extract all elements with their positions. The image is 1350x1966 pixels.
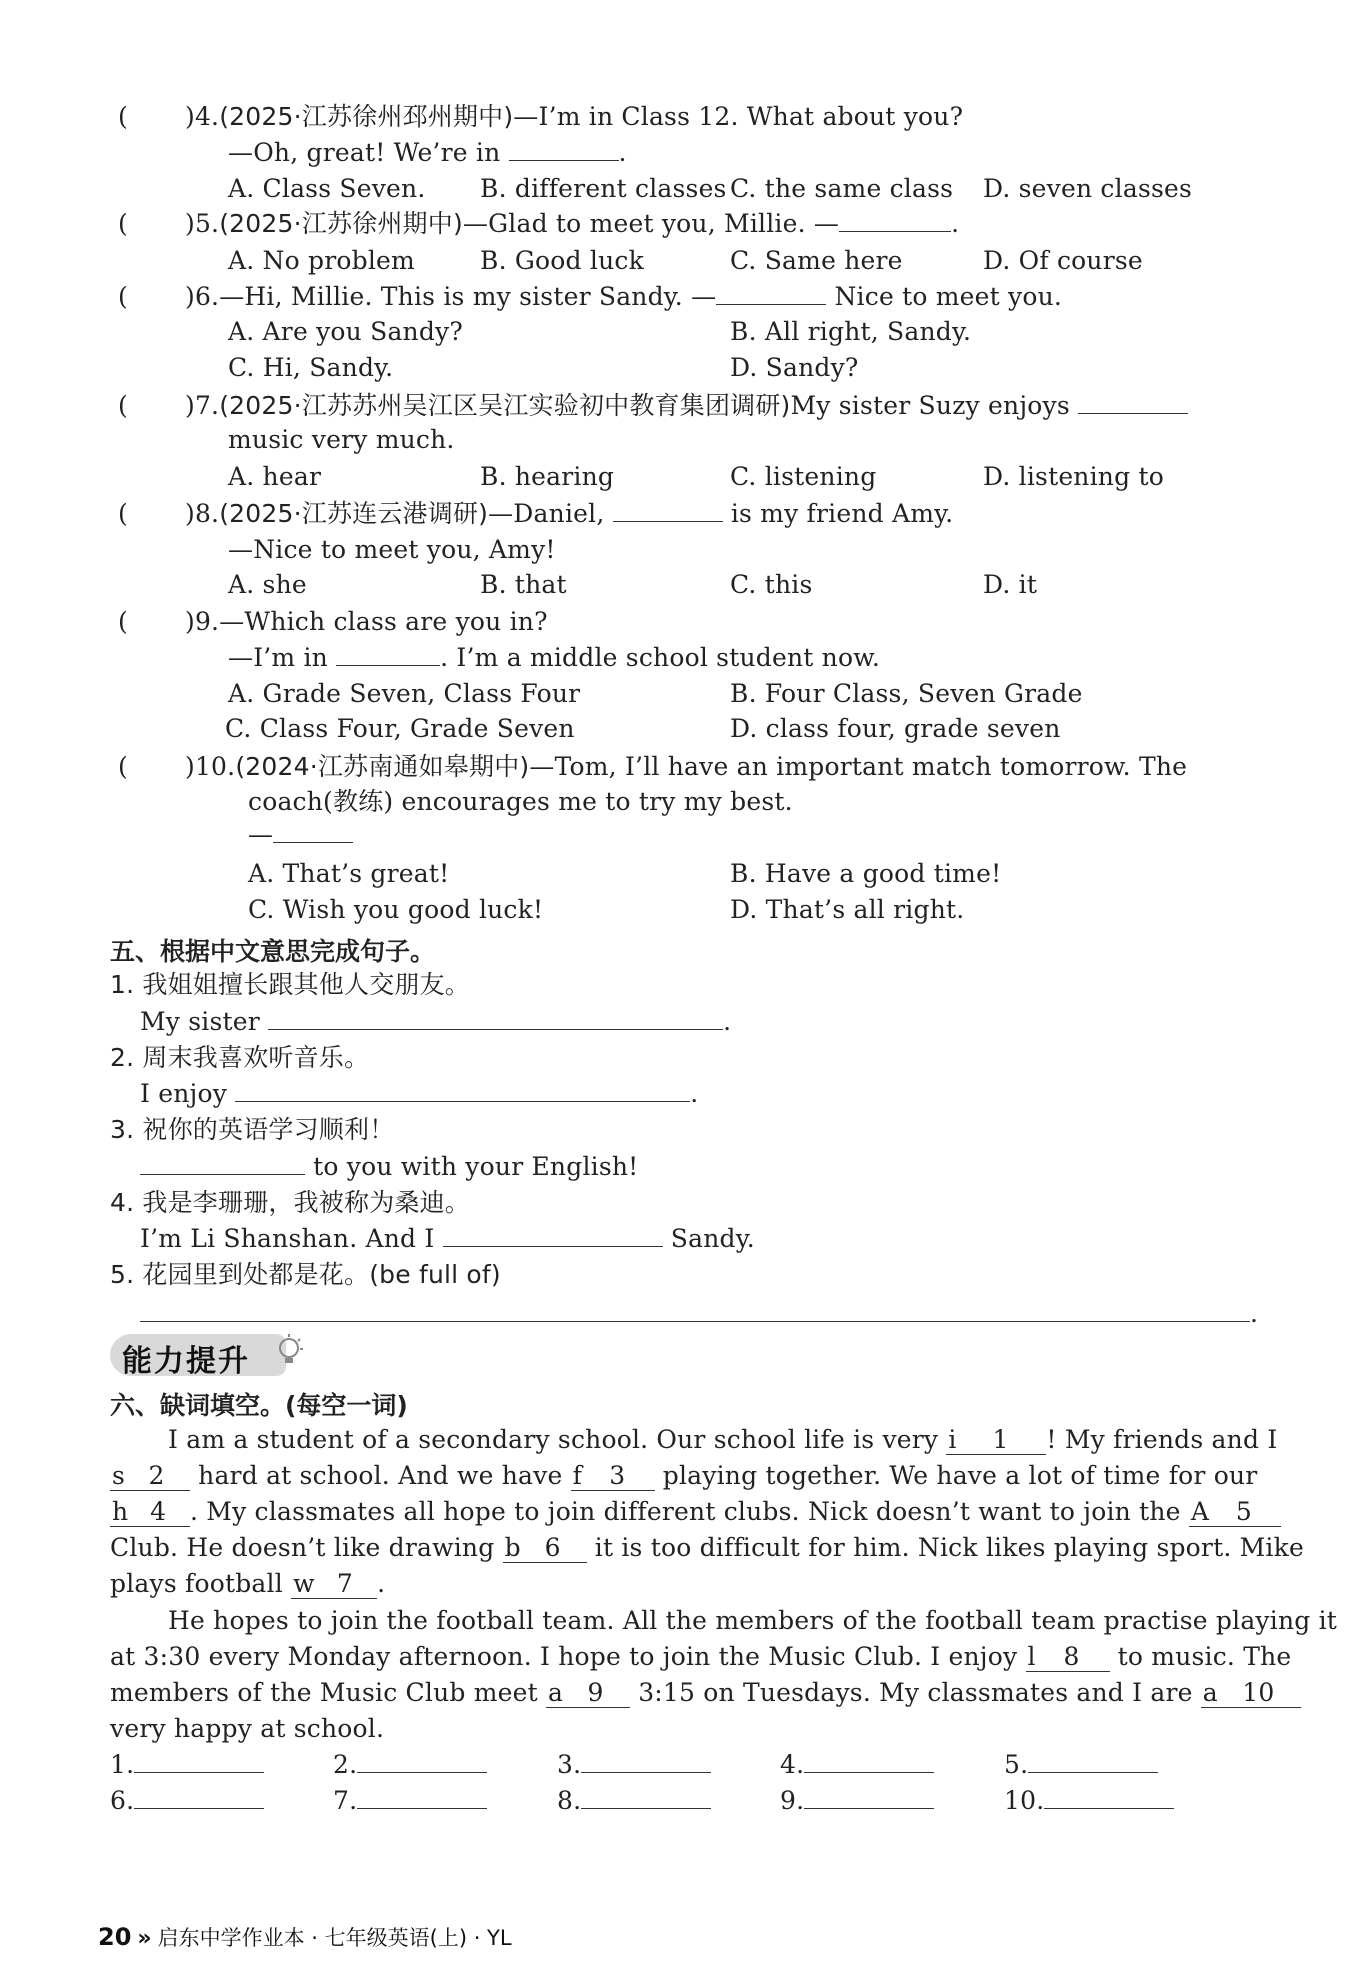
answer-slot-6: 6. bbox=[110, 1784, 264, 1818]
blank[interactable] bbox=[716, 282, 826, 305]
passage-line: plays football w 7 . bbox=[110, 1569, 386, 1598]
blank[interactable] bbox=[839, 209, 951, 232]
option-b: B. different classes bbox=[480, 174, 727, 203]
s5-item-3-cn: 3. 祝你的英语学习顺利！ bbox=[110, 1115, 395, 1144]
blank[interactable] bbox=[140, 1152, 305, 1175]
answer-paren: ( bbox=[118, 752, 128, 781]
answer-slot-4: 4. bbox=[780, 1748, 934, 1782]
option-b: B. Four Class, Seven Grade bbox=[730, 679, 1083, 708]
option-b: B. that bbox=[480, 570, 567, 599]
blank[interactable] bbox=[273, 820, 353, 843]
blank[interactable] bbox=[443, 1224, 663, 1247]
option-a: A. No problem bbox=[228, 246, 415, 275]
option-c: C. listening bbox=[730, 462, 877, 491]
option-b: B. All right, Sandy. bbox=[730, 317, 972, 346]
question-7: )7.(2025·江苏苏州吴江区吴江实验初中教育集团调研)My sister Suzy enjoys bbox=[185, 389, 1188, 423]
s5-item-1-cn: 1. 我姐姐擅长跟其他人交朋友。 bbox=[110, 970, 471, 999]
answer-paren: ( bbox=[118, 391, 128, 420]
question-5: )5.(2025·江苏徐州期中)—Glad to meet you, Millie. — . bbox=[185, 209, 960, 238]
option-b: B. Have a good time! bbox=[730, 859, 1002, 888]
passage-line: s 2 hard at school. And we have f 3 playing together. We have a lot of time for our bbox=[112, 1461, 1258, 1490]
page-number: 20 bbox=[98, 1923, 132, 1951]
option-a: A. she bbox=[228, 570, 307, 599]
question-7-line2: music very much. bbox=[228, 425, 455, 454]
passage-line: at 3:30 every Monday afternoon. I hope to join the Music Club. I enjoy l 8 to music. The bbox=[110, 1642, 1292, 1671]
s5-item-2-cn: 2. 周末我喜欢听音乐。 bbox=[110, 1043, 370, 1072]
blank[interactable] bbox=[509, 138, 619, 161]
option-c: C. this bbox=[730, 570, 813, 599]
option-d: D. it bbox=[983, 570, 1038, 599]
option-c: C. Hi, Sandy. bbox=[228, 353, 394, 382]
blank-7[interactable]: w 7 bbox=[291, 1570, 377, 1599]
blank-3[interactable]: f 3 bbox=[571, 1462, 655, 1491]
question-10: )10.(2024·江苏南通如皋期中)—Tom, I’ll have an important match tomorrow. The bbox=[185, 752, 1188, 781]
option-c: C. the same class bbox=[730, 174, 954, 203]
option-b: B. hearing bbox=[480, 462, 615, 491]
question-10-line3: — bbox=[248, 818, 353, 852]
option-a: A. That’s great! bbox=[248, 859, 450, 888]
blank-2[interactable]: s 2 bbox=[110, 1462, 190, 1491]
passage-line: I am a student of a secondary school. Our school life is very i 1 ! My friends and I bbox=[168, 1425, 1278, 1454]
answer-slot-2: 2. bbox=[333, 1748, 487, 1782]
question-8: )8.(2025·江苏连云港调研)—Daniel, is my friend Amy. bbox=[185, 499, 954, 528]
question-9: )9.—Which class are you in? bbox=[185, 607, 548, 636]
blank[interactable] bbox=[1078, 391, 1188, 414]
chevron-right-icon: » bbox=[137, 1926, 152, 1951]
question-10-line2: coach(教练) encourages me to try my best. bbox=[248, 787, 793, 816]
blank[interactable] bbox=[613, 499, 723, 522]
s5-item-4-cn: 4. 我是李珊珊，我被称为桑迪。 bbox=[110, 1188, 471, 1217]
page-footer bbox=[98, 1922, 512, 1952]
option-d: D. Of course bbox=[983, 246, 1143, 275]
option-a: A. hear bbox=[228, 462, 322, 491]
blank[interactable] bbox=[235, 1079, 690, 1102]
answer-slot-7: 7. bbox=[333, 1784, 487, 1818]
answer-slot-1: 1. bbox=[110, 1748, 264, 1782]
blank-5[interactable]: A 5 bbox=[1189, 1498, 1281, 1527]
option-d: D. Sandy? bbox=[730, 353, 859, 382]
option-a: A. Grade Seven, Class Four bbox=[228, 679, 581, 708]
blank-4[interactable]: h 4 bbox=[110, 1498, 190, 1527]
answer-paren: ( bbox=[118, 209, 128, 238]
passage-line: very happy at school. bbox=[110, 1714, 385, 1743]
answer-slot-9: 9. bbox=[780, 1784, 934, 1818]
blank-10[interactable]: a 10 bbox=[1201, 1679, 1301, 1708]
option-d: D. listening to bbox=[983, 462, 1164, 491]
s5-item-2-en: I enjoy . bbox=[140, 1079, 699, 1108]
option-a: A. Are you Sandy? bbox=[228, 317, 463, 346]
answer-paren: ( bbox=[118, 282, 128, 311]
blank-1[interactable]: i 1 bbox=[946, 1426, 1046, 1455]
answer-paren: ( bbox=[118, 607, 128, 636]
blank[interactable] bbox=[140, 1299, 1250, 1322]
passage-line: He hopes to join the football team. All the members of the football team practise playing it bbox=[168, 1606, 1338, 1635]
question-8-line2: —Nice to meet you, Amy! bbox=[228, 535, 556, 564]
passage-line: Club. He doesn’t like drawing b 6 it is too difficult for him. Nick likes playing sport. Mike bbox=[110, 1533, 1304, 1562]
question-4: )4.(2025·江苏徐州邳州期中)—I’m in Class 12. What about you? bbox=[185, 102, 964, 131]
answer-slot-3: 3. bbox=[557, 1748, 711, 1782]
option-d: D. class four, grade seven bbox=[730, 714, 1061, 743]
answer-slot-10: 10. bbox=[1004, 1784, 1174, 1818]
blank-9[interactable]: a 9 bbox=[546, 1679, 630, 1708]
question-4-line2: —Oh, great! We’re in . bbox=[228, 138, 627, 167]
s5-item-5-en: . bbox=[140, 1297, 1258, 1331]
option-b: B. Good luck bbox=[480, 246, 644, 275]
option-c: C. Same here bbox=[730, 246, 903, 275]
s5-item-5-cn: 5. 花园里到处都是花。(be full of) bbox=[110, 1260, 501, 1289]
answer-paren: ( bbox=[118, 102, 128, 131]
blank-6[interactable]: b 6 bbox=[503, 1534, 587, 1563]
option-d: D. seven classes bbox=[983, 174, 1193, 203]
s5-item-4-en: I’m Li Shanshan. And I Sandy. bbox=[140, 1224, 755, 1253]
answer-paren: ( bbox=[118, 499, 128, 528]
section-6-title: 六、缺词填空。(每空一词) bbox=[110, 1391, 408, 1420]
passage-line: members of the Music Club meet a 9 3:15 on Tuesdays. My classmates and I are a 10 bbox=[110, 1676, 1301, 1710]
blank[interactable] bbox=[268, 1007, 723, 1030]
option-d: D. That’s all right. bbox=[730, 895, 965, 924]
s5-item-3-en: to you with your English! bbox=[140, 1150, 638, 1184]
answer-slot-5: 5. bbox=[1004, 1748, 1158, 1782]
ability-badge: 能力提升 bbox=[110, 1330, 300, 1380]
book-title: 启东中学作业本 · 七年级英语(上) · YL bbox=[157, 1926, 512, 1950]
lightbulb-icon bbox=[274, 1332, 304, 1372]
question-9-line2: —I’m in . I’m a middle school student now. bbox=[228, 643, 880, 672]
answer-slot-8: 8. bbox=[557, 1784, 711, 1818]
passage-line: h 4 . My classmates all hope to join different clubs. Nick doesn’t want to join the A 5 bbox=[110, 1495, 1281, 1529]
question-6: )6.—Hi, Millie. This is my sister Sandy. — Nice to meet you. bbox=[185, 282, 1063, 311]
option-a: A. Class Seven. bbox=[228, 174, 426, 203]
blank-8[interactable]: l 8 bbox=[1026, 1643, 1110, 1672]
option-c: C. Class Four, Grade Seven bbox=[225, 714, 575, 743]
blank[interactable] bbox=[336, 643, 440, 666]
s5-item-1-en: My sister . bbox=[140, 1007, 732, 1036]
option-c: C. Wish you good luck! bbox=[248, 895, 544, 924]
section-5-title: 五、根据中文意思完成句子。 bbox=[110, 937, 436, 966]
